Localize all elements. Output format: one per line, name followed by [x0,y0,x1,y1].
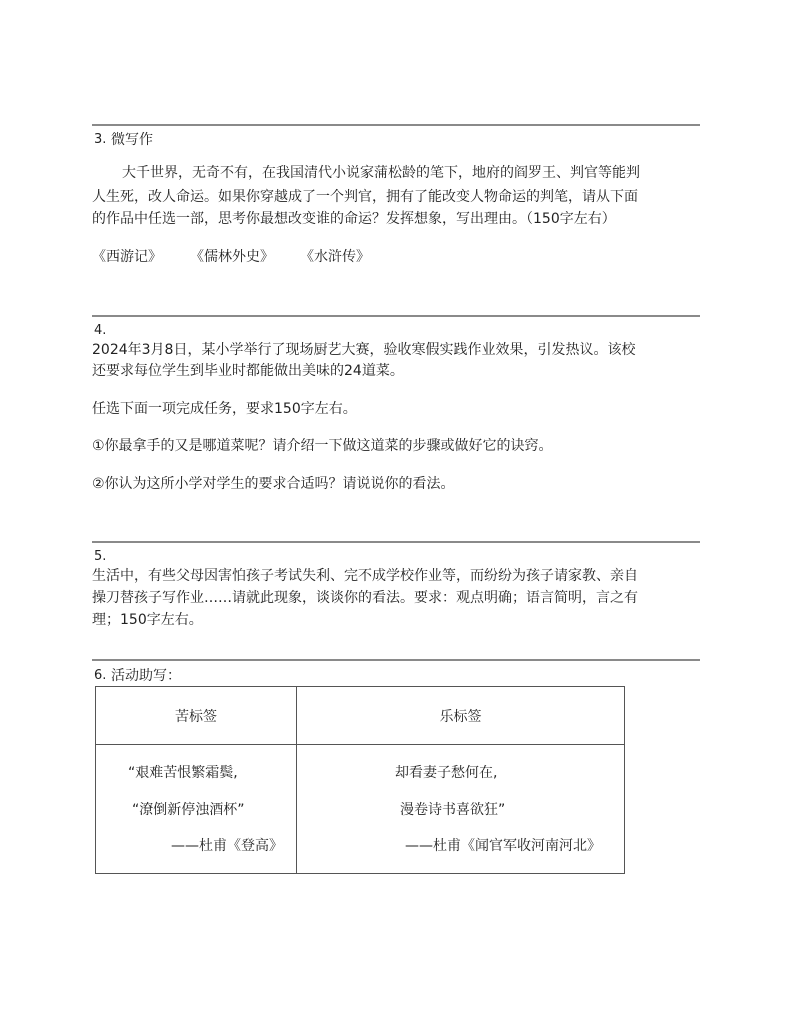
q4-option-1: ①你最拿手的又是哪道菜呢？请介绍一下做这道菜的步骤或做好它的诀窍。 [92,438,553,454]
q6-number: 6. [94,668,107,683]
q3-title: 微写作 [111,132,153,148]
q5-paragraph-line-3: 理；150字左右。 [92,612,203,628]
q4-option-2: ②你认为这所小学对学生的要求合适吗？请说说你的看法。 [92,476,455,492]
joy-poem-cell [297,745,625,874]
divider-q6 [92,659,700,661]
q4-paragraph-line-1: 2024年3月8日，某小学举行了现场厨艺大赛，验收寒假实践作业效果，引发热议。该校 [92,342,636,358]
bitter-poem-cell [96,745,297,874]
table-row [96,745,625,874]
header-bitter-label: 苦标签 [96,687,297,745]
q3-number: 3. [94,132,107,147]
joy-poem-line-1: 却看妻子愁何在, [395,765,498,781]
bitter-poem-line-2: “潦倒新停浊酒杯” [132,802,245,818]
q4-instruction: 任选下面一项完成任务，要求150字左右。 [92,401,357,417]
q5-paragraph-line-1: 生活中，有些父母因害怕孩子考试失利、完不成学校作业等，而纷纷为孩子请家教、亲自 [92,568,638,584]
activity-table [95,686,625,874]
joy-poem-attribution: ——杜甫《闻官军收河南河北》 [405,838,601,854]
q6-title: 活动助写： [111,668,181,684]
table-header-row [96,687,625,745]
header-joy-label: 乐标签 [297,687,625,745]
q3-paragraph-line-1: 大千世界，无奇不有，在我国清代小说家蒲松龄的笔下，地府的阎罗王、判官等能判 [122,165,640,181]
q3-book-3: 《水浒传》 [300,249,370,265]
q3-book-1: 《西游记》 [92,249,162,265]
divider-q3 [92,124,700,126]
q5-paragraph-line-2: 操刀替孩子写作业……请就此现象，谈谈你的看法。要求：观点明确；语言简明，言之有 [92,590,638,606]
bitter-poem-attribution: ——杜甫《登高》 [171,838,283,854]
bitter-poem-line-1: “艰难苦恨繁霜鬓, [128,765,238,781]
q5-number: 5. [94,549,107,564]
divider-q5 [92,541,700,543]
q4-number: 4. [94,323,107,338]
q4-paragraph-line-2: 还要求每位学生到毕业时都能做出美味的24道菜。 [92,363,404,379]
q3-paragraph-line-2: 人生死，改人命运。如果你穿越成了一个判官，拥有了能改变人物命运的判笔，请从下面 [92,189,638,205]
divider-q4 [92,315,700,317]
q3-paragraph-line-3: 的作品中任选一部，思考你最想改变谁的命运？发挥想象，写出理由。（150字左右） [92,211,616,227]
q3-book-2: 《儒林外史》 [190,249,274,265]
joy-poem-line-2: 漫卷诗书喜欲狂” [400,802,506,818]
